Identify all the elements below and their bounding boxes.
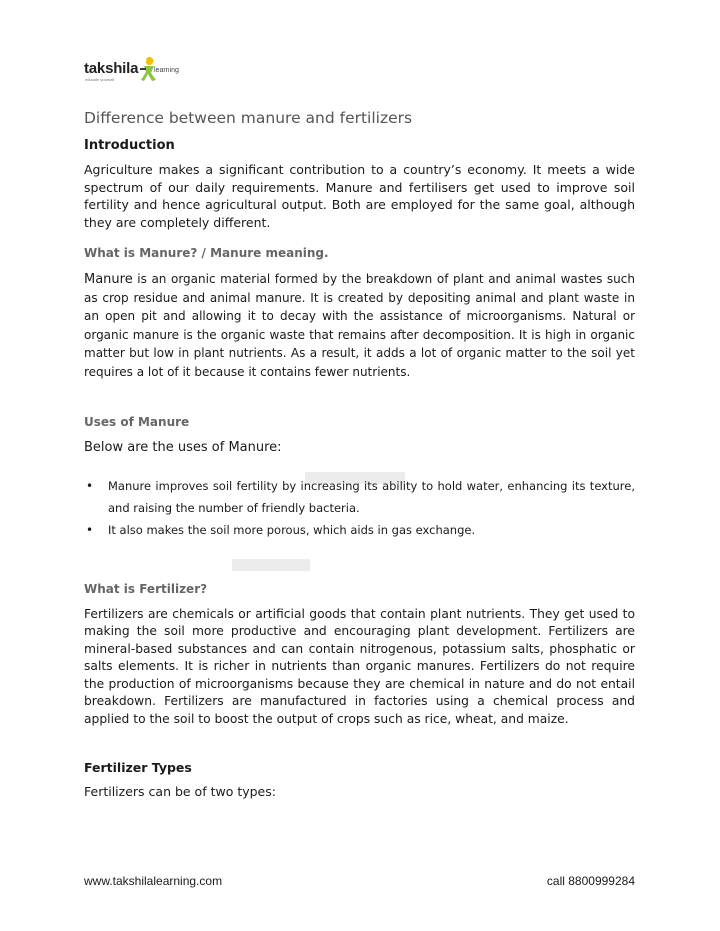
uses-intro-text: Below are the uses of Manure: (84, 440, 282, 455)
manure-paragraph-body: is an organic material formed by the breakdown of plant and animal wastes such as crop residue and animal manure. It is created by depositing animal and plant waste in an open pit and allowing it to decay with the assistance of microorganisms. Natural or organic manure is the organic waste that remains after decomposition. It is high in organic matter but low in plant nutrients. As a result, it adds a lot of organic matter to the soil yet requires a lot of it because it contains fewer nutrients. (84, 272, 635, 379)
list-item: • It also makes the soil more porous, which aids in gas exchange. (84, 519, 635, 541)
fertilizer-types-text: Fertilizers can be of two types: (84, 784, 276, 799)
section-heading-what-is-manure: What is Manure? / Manure meaning. (84, 246, 329, 260)
logo-tagline: educate yourself (85, 77, 115, 82)
introduction-paragraph: Agriculture makes a significant contribution to a country’s economy. It meets a wide spectrum of our daily requirements. Manure and fertilisers get used to improve soil fertility and hence agricultural output. Both are employed for the same goal, although they are completely different. (84, 162, 635, 230)
page-footer (84, 874, 635, 890)
manure-paragraph (84, 270, 635, 381)
document-body (84, 107, 635, 801)
section-heading-uses-of-manure: Uses of Manure (84, 415, 190, 429)
footer-phone: call 8800999284 (546, 874, 635, 888)
list-item: • Manure improves soil fertility by increasing its ability to hold water, enhancing its texture, and raising the number of friendly bacteria. (84, 475, 635, 519)
footer-website: www.takshilalearning.com (84, 874, 223, 888)
section-heading-fertilizer-types: Fertilizer Types (84, 760, 192, 775)
manure-lead-word: Manure (84, 272, 133, 287)
section-heading-introduction: Introduction (84, 138, 175, 153)
section-heading-what-is-fertilizer: What is Fertilizer? (84, 581, 208, 596)
logo-suffix-text: learning (154, 67, 179, 74)
logo-brand-text: takshila (84, 60, 139, 77)
uses-bullet-list (84, 475, 635, 541)
brand-logo (84, 56, 194, 90)
fertilizer-paragraph: Fertilizers are chemicals or artificial goods that contain plant nutrients. They get used to making the soil more productive and encouraging plant development. Fertilizers are mineral-based substances and can contain nitrogenous, potassium salts, phosphatic or salts elements. It is richer in nutrients than organic manures. Fertilizers do not require the production of microorganisms because they are chemical in nature and do not entail breakdown. Fertilizers are manufactured in factories using a chemical process and applied to the soil to boost the output of crops such as rice, wheat, and maize. (84, 606, 635, 726)
document-title: Difference between manure and fertilizers (84, 109, 413, 127)
